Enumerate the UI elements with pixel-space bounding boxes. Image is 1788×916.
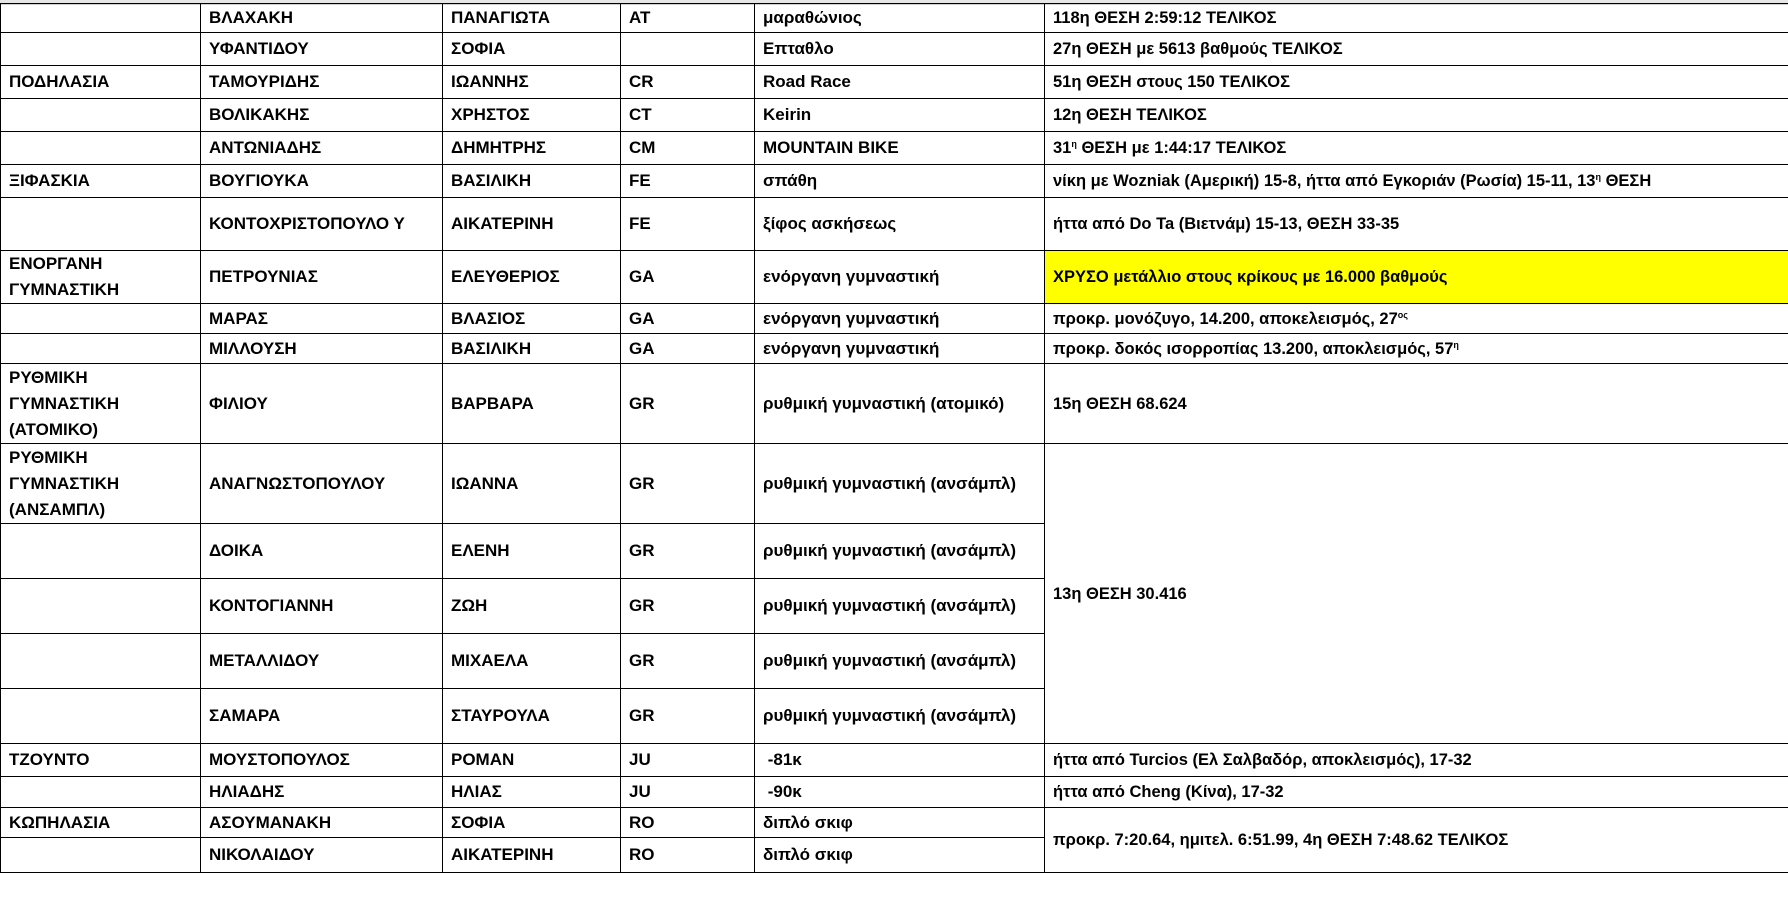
result-text-tail: ΘΕΣΗ bbox=[1601, 172, 1652, 190]
code-cell: FE bbox=[621, 165, 755, 198]
ordinal-suffix: η bbox=[1071, 139, 1077, 149]
ordinal-suffix: ος bbox=[1397, 309, 1408, 320]
results-table bbox=[0, 3, 1788, 873]
result-cell: ήττα από Cheng (Κίνα), 17-32 bbox=[1045, 777, 1788, 808]
event-cell: ξίφος ασκήσεως bbox=[755, 198, 1045, 251]
result-text: προκρ. δοκός ισορροπίας 13.200, αποκλεισμός, 57 bbox=[1053, 339, 1454, 358]
result-cell: ήττα από Do Ta (Βιετνάμ) 15-13, ΘΕΣΗ 33-35 bbox=[1045, 198, 1788, 251]
surname-cell: ΚΟΝΤΟΧΡΙΣΤΟΠΟΥΛΟ Υ bbox=[201, 198, 443, 251]
sport-cell: ΡΥΘΜΙΚΗ ΓΥΜΝΑΣΤΙΚΗ (ΑΤΟΜΙΚΟ) bbox=[1, 364, 201, 444]
surname-cell: ΠΕΤΡΟΥΝΙΑΣ bbox=[201, 251, 443, 304]
name-cell: ΙΩΑΝΝΑ bbox=[443, 444, 621, 524]
surname-cell: ΜΙΛΛΟΥΣΗ bbox=[201, 334, 443, 364]
name-cell: ΒΑΣΙΛΙΚΗ bbox=[443, 165, 621, 198]
sport-cell bbox=[1, 777, 201, 808]
sport-cell bbox=[1, 524, 201, 579]
result-cell: ήττα από Turcios (Ελ Σαλβαδόρ, αποκλεισμός), 17-32 bbox=[1045, 744, 1788, 777]
event-cell: σπάθη bbox=[755, 165, 1045, 198]
sport-cell bbox=[1, 99, 201, 132]
name-cell: ΒΑΣΙΛΙΚΗ bbox=[443, 334, 621, 364]
event-cell: ενόργανη γυμναστική bbox=[755, 251, 1045, 304]
result-cell bbox=[1045, 334, 1788, 364]
result-cell bbox=[1045, 304, 1788, 334]
result-cell bbox=[1045, 165, 1788, 198]
surname-cell: ΦΙΛΙΟΥ bbox=[201, 364, 443, 444]
code-cell: JU bbox=[621, 744, 755, 777]
table-row bbox=[1, 334, 1788, 364]
code-cell: RO bbox=[621, 808, 755, 838]
surname-cell: ΜΕΤΑΛΛΙΔΟΥ bbox=[201, 634, 443, 689]
name-cell: ΒΛΑΣΙΟΣ bbox=[443, 304, 621, 334]
sport-cell bbox=[1, 634, 201, 689]
table-row bbox=[1, 33, 1788, 66]
event-cell: -81κ bbox=[755, 744, 1045, 777]
table-row bbox=[1, 198, 1788, 251]
ordinal-suffix: η bbox=[1453, 339, 1459, 350]
result-cell: 15η ΘΕΣΗ 68.624 bbox=[1045, 364, 1788, 444]
sport-cell bbox=[1, 33, 201, 66]
code-cell: GR bbox=[621, 524, 755, 579]
sport-cell bbox=[1, 304, 201, 334]
table-row bbox=[1, 808, 1788, 838]
code-cell: GR bbox=[621, 689, 755, 744]
sport-cell bbox=[1, 579, 201, 634]
sport-cell bbox=[1, 198, 201, 251]
result-cell: 27η ΘΕΣΗ με 5613 βαθμούς ΤΕΛΙΚΟΣ bbox=[1045, 33, 1788, 66]
event-cell: ρυθμική γυμναστική (ανσάμπλ) bbox=[755, 444, 1045, 524]
code-cell: RO bbox=[621, 838, 755, 873]
surname-cell: ΜΟΥΣΤΟΠΟΥΛΟΣ bbox=[201, 744, 443, 777]
code-cell bbox=[621, 33, 755, 66]
sport-cell: ΤΖΟΥΝΤΟ bbox=[1, 744, 201, 777]
name-cell: ΣΟΦΙΑ bbox=[443, 33, 621, 66]
surname-cell: ΑΝΑΓΝΩΣΤΟΠΟΥΛΟΥ bbox=[201, 444, 443, 524]
event-cell: ρυθμική γυμναστική (ανσάμπλ) bbox=[755, 634, 1045, 689]
event-cell: ρυθμική γυμναστική (ανσάμπλ) bbox=[755, 524, 1045, 579]
sport-cell: ΡΥΘΜΙΚΗ ΓΥΜΝΑΣΤΙΚΗ (ΑΝΣΑΜΠΛ) bbox=[1, 444, 201, 524]
code-cell: CR bbox=[621, 66, 755, 99]
event-cell: μαραθώνιος bbox=[755, 4, 1045, 33]
sport-cell: ΕΝΟΡΓΑΝΗ ΓΥΜΝΑΣΤΙΚΗ bbox=[1, 251, 201, 304]
ordinal-suffix: η bbox=[1595, 172, 1601, 182]
code-cell: FE bbox=[621, 198, 755, 251]
event-cell: ρυθμική γυμναστική (ανσάμπλ) bbox=[755, 689, 1045, 744]
name-cell: ΒΑΡΒΑΡΑ bbox=[443, 364, 621, 444]
table-row bbox=[1, 132, 1788, 165]
rowing-group-result-cell: προκρ. 7:20.64, ημιτελ. 6:51.99, 4η ΘΕΣΗ 7:48.62 ΤΕΛΙΚΟΣ bbox=[1045, 808, 1788, 873]
code-cell: GR bbox=[621, 579, 755, 634]
result-text-tail: ΘΕΣΗ με 1:44:17 ΤΕΛΙΚΟΣ bbox=[1076, 139, 1287, 157]
name-cell: ΣΟΦΙΑ bbox=[443, 808, 621, 838]
surname-cell: ΤΑΜΟΥΡΙΔΗΣ bbox=[201, 66, 443, 99]
name-cell: ΣΤΑΥΡΟΥΛΑ bbox=[443, 689, 621, 744]
table-row bbox=[1, 744, 1788, 777]
code-cell: AT bbox=[621, 4, 755, 33]
result-cell: 118η ΘΕΣΗ 2:59:12 ΤΕΛΙΚΟΣ bbox=[1045, 4, 1788, 33]
event-cell: Road Race bbox=[755, 66, 1045, 99]
table-row bbox=[1, 444, 1788, 524]
surname-cell: ΒΟΥΓΙΟΥΚΑ bbox=[201, 165, 443, 198]
surname-cell: ΚΟΝΤΟΓΙΑΝΝΗ bbox=[201, 579, 443, 634]
gold-medal-result-cell: ΧΡΥΣΟ μετάλλιο στους κρίκους με 16.000 βαθμούς bbox=[1045, 251, 1788, 304]
surname-cell: ΒΛΑΧΑΚΗ bbox=[201, 4, 443, 33]
sport-cell bbox=[1, 838, 201, 873]
result-text: 31 bbox=[1053, 139, 1072, 157]
table-row bbox=[1, 777, 1788, 808]
table-row bbox=[1, 304, 1788, 334]
name-cell: ΠΑΝΑΓΙΩΤΑ bbox=[443, 4, 621, 33]
ensemble-group-result-cell: 13η ΘΕΣΗ 30.416 bbox=[1045, 444, 1788, 744]
name-cell: ΖΩΗ bbox=[443, 579, 621, 634]
name-cell: ΕΛΕΥΘΕΡΙΟΣ bbox=[443, 251, 621, 304]
name-cell: ΕΛΕΝΗ bbox=[443, 524, 621, 579]
result-text: νίκη με Wozniak (Αμερική) 15-8, ήττα από Εγκοριάν (Ρωσία) 15-11, 13 bbox=[1053, 172, 1596, 190]
result-cell: 51η ΘΕΣΗ στους 150 ΤΕΛΙΚΟΣ bbox=[1045, 66, 1788, 99]
name-cell: ΗΛΙΑΣ bbox=[443, 777, 621, 808]
table-row bbox=[1, 99, 1788, 132]
table-row bbox=[1, 251, 1788, 304]
event-cell: ρυθμική γυμναστική (ατομικό) bbox=[755, 364, 1045, 444]
name-cell: ΙΩΑΝΝΗΣ bbox=[443, 66, 621, 99]
table-row bbox=[1, 4, 1788, 33]
name-cell: ΡΟΜΑΝ bbox=[443, 744, 621, 777]
name-cell: ΑΙΚΑΤΕΡΙΝΗ bbox=[443, 198, 621, 251]
surname-cell: ΥΦΑΝΤΙΔΟΥ bbox=[201, 33, 443, 66]
code-cell: CM bbox=[621, 132, 755, 165]
event-cell: διπλό σκιφ bbox=[755, 838, 1045, 873]
name-cell: ΧΡΗΣΤΟΣ bbox=[443, 99, 621, 132]
name-cell: ΑΙΚΑΤΕΡΙΝΗ bbox=[443, 838, 621, 873]
event-cell: Keirin bbox=[755, 99, 1045, 132]
surname-cell: ΣΑΜΑΡΑ bbox=[201, 689, 443, 744]
surname-cell: ΑΝΤΩΝΙΑΔΗΣ bbox=[201, 132, 443, 165]
code-cell: GR bbox=[621, 364, 755, 444]
result-cell: 12η ΘΕΣΗ ΤΕΛΙΚΟΣ bbox=[1045, 99, 1788, 132]
sport-cell: ΞΙΦΑΣΚΙΑ bbox=[1, 165, 201, 198]
surname-cell: ΜΑΡΑΣ bbox=[201, 304, 443, 334]
table-row bbox=[1, 364, 1788, 444]
code-cell: CT bbox=[621, 99, 755, 132]
sport-cell bbox=[1, 689, 201, 744]
event-cell: διπλό σκιφ bbox=[755, 808, 1045, 838]
surname-cell: ΔΟΙΚΑ bbox=[201, 524, 443, 579]
sport-cell bbox=[1, 4, 201, 33]
code-cell: GA bbox=[621, 334, 755, 364]
sport-cell bbox=[1, 132, 201, 165]
event-cell: -90κ bbox=[755, 777, 1045, 808]
event-cell: ενόργανη γυμναστική bbox=[755, 334, 1045, 364]
code-cell: GA bbox=[621, 251, 755, 304]
result-text: προκρ. μονόζυγο, 14.200, αποκελεισμός, 27 bbox=[1053, 309, 1398, 328]
code-cell: JU bbox=[621, 777, 755, 808]
surname-cell: ΒΟΛΙΚΑΚΗΣ bbox=[201, 99, 443, 132]
sport-cell: ΚΩΠΗΛΑΣΙΑ bbox=[1, 808, 201, 838]
event-cell: MOUNTAIN BIKE bbox=[755, 132, 1045, 165]
name-cell: ΜΙΧΑΕΛΑ bbox=[443, 634, 621, 689]
surname-cell: ΑΣΟΥΜΑΝΑΚΗ bbox=[201, 808, 443, 838]
code-cell: GR bbox=[621, 634, 755, 689]
code-cell: GA bbox=[621, 304, 755, 334]
event-cell: ρυθμική γυμναστική (ανσάμπλ) bbox=[755, 579, 1045, 634]
sport-cell: ΠΟΔΗΛΑΣΙΑ bbox=[1, 66, 201, 99]
surname-cell: ΗΛΙΑΔΗΣ bbox=[201, 777, 443, 808]
table-row bbox=[1, 165, 1788, 198]
event-cell: Επταθλο bbox=[755, 33, 1045, 66]
event-cell: ενόργανη γυμναστική bbox=[755, 304, 1045, 334]
name-cell: ΔΗΜΗΤΡΗΣ bbox=[443, 132, 621, 165]
surname-cell: ΝΙΚΟΛΑΙΔΟΥ bbox=[201, 838, 443, 873]
result-cell bbox=[1045, 132, 1788, 165]
sport-cell bbox=[1, 334, 201, 364]
table-row bbox=[1, 66, 1788, 99]
code-cell: GR bbox=[621, 444, 755, 524]
